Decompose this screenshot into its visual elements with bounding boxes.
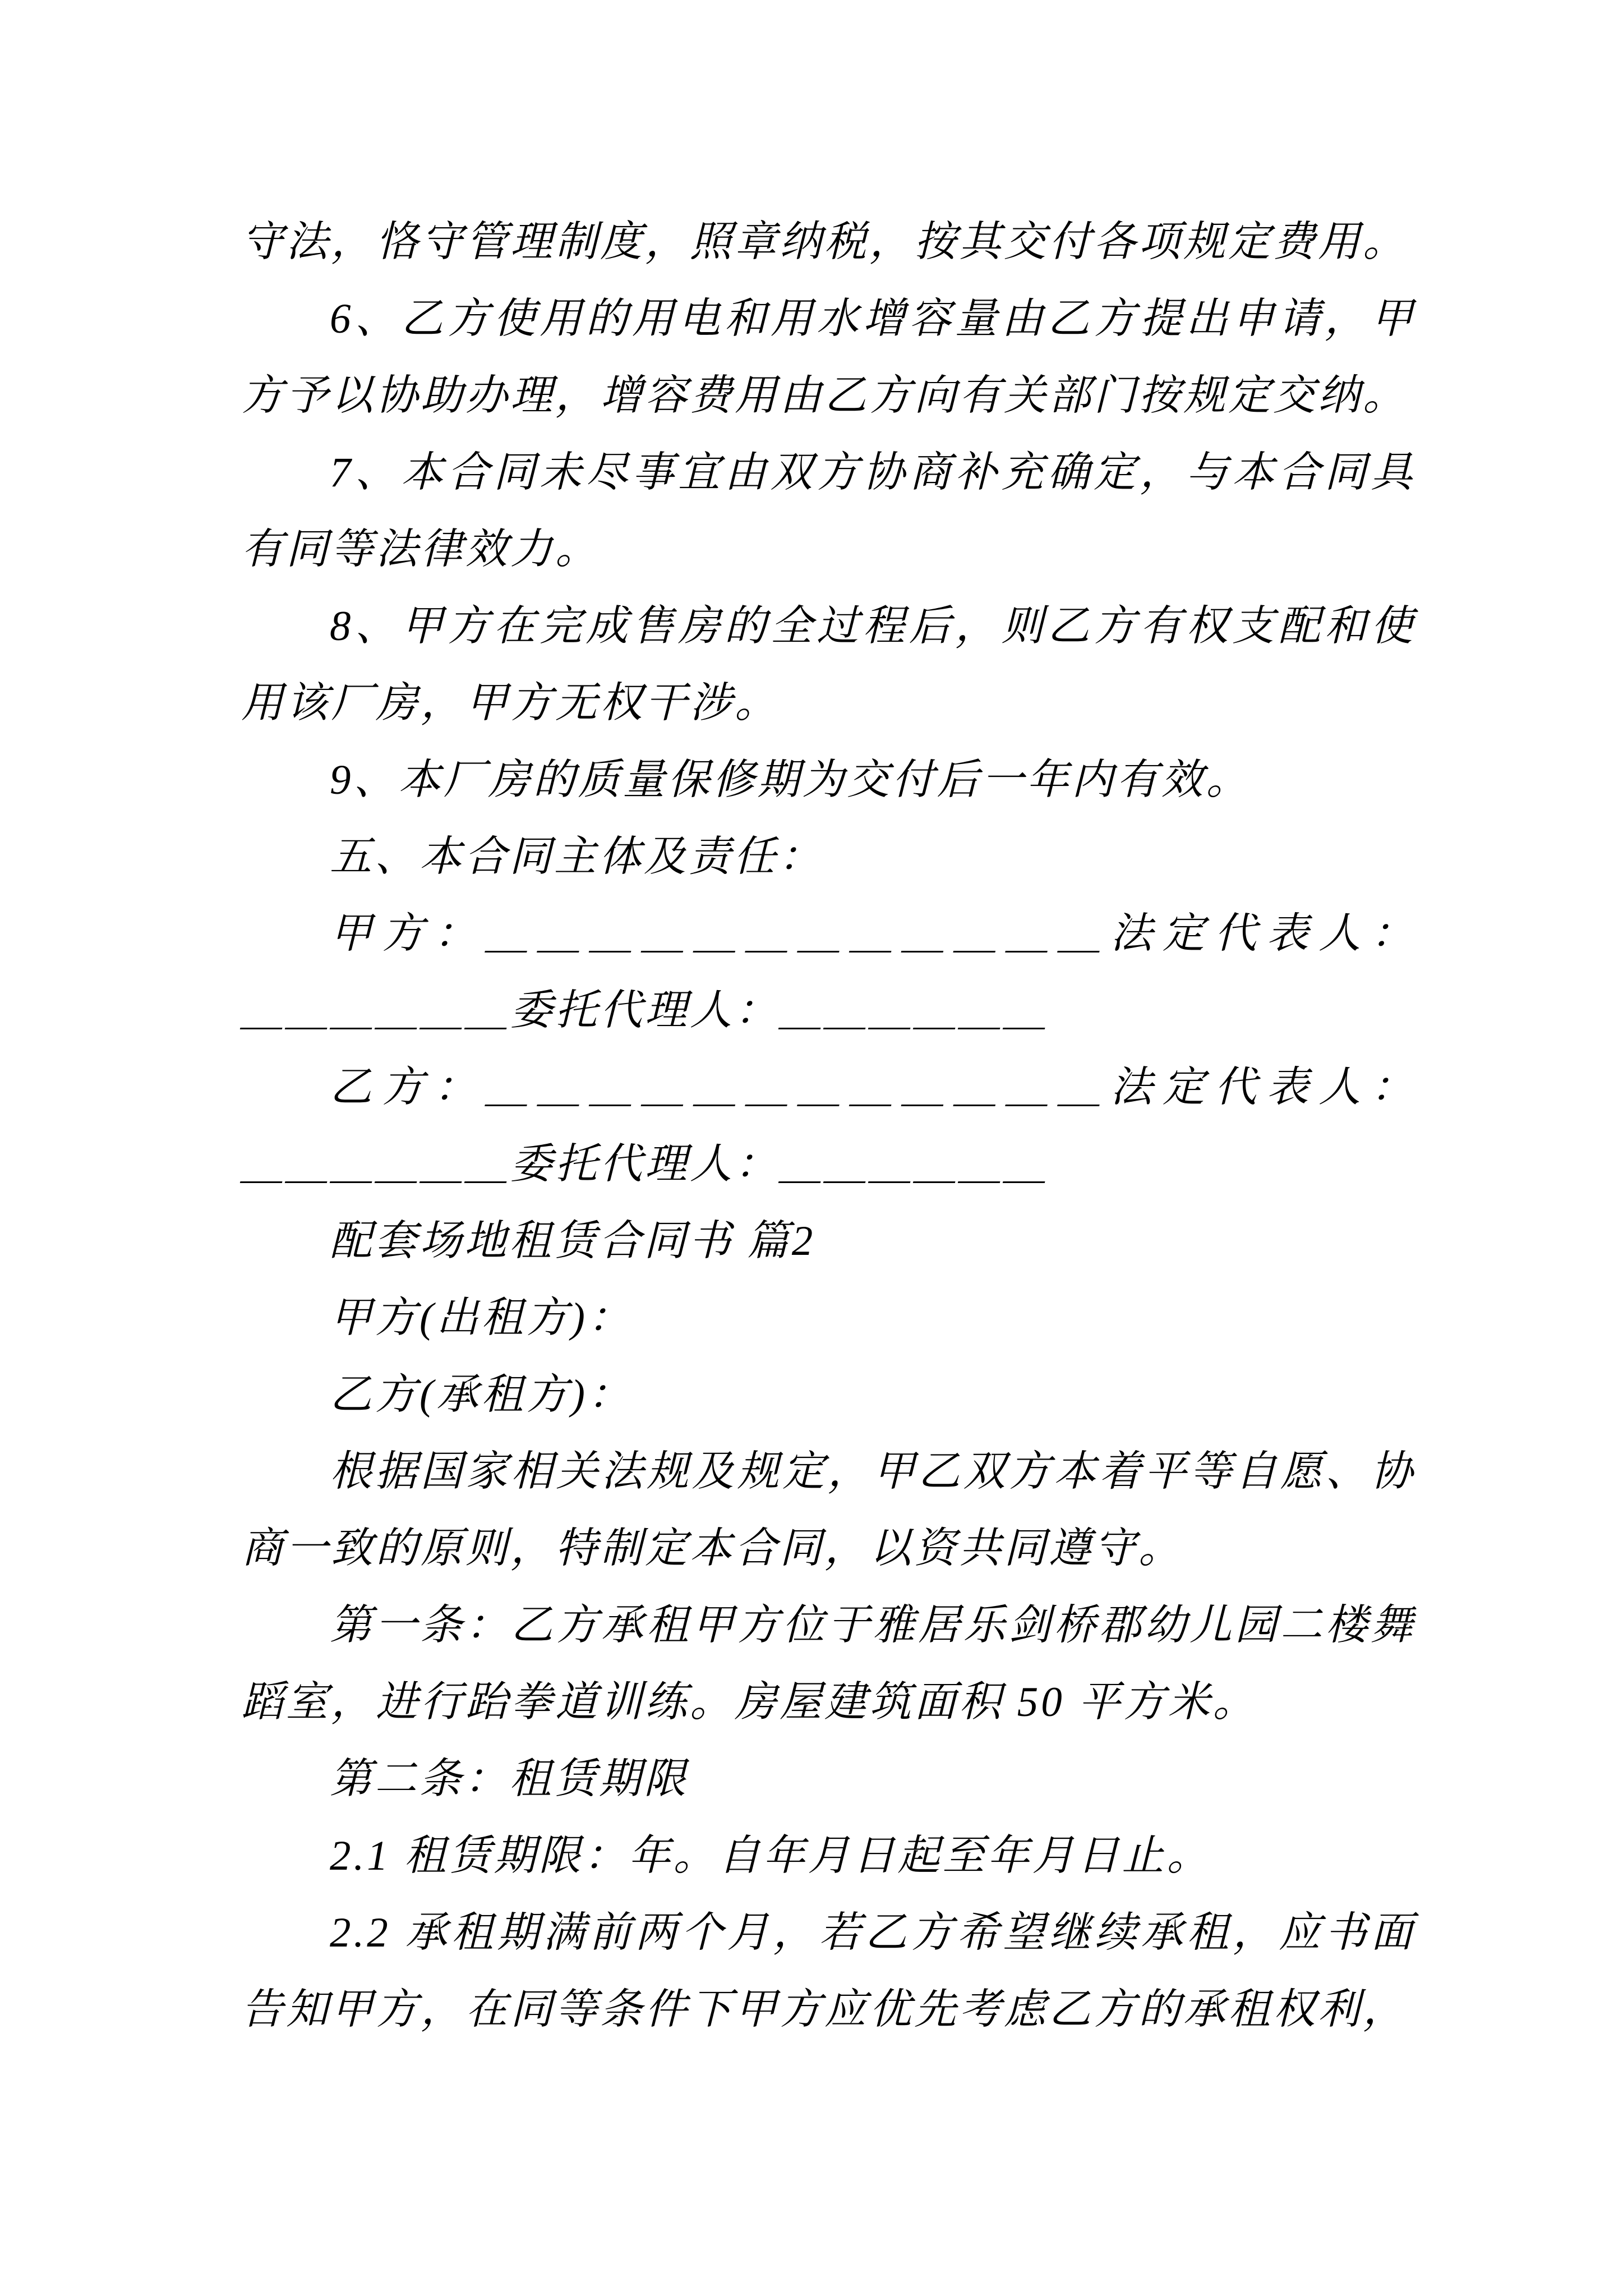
paragraph-clause-2-1: 2.1 租赁期限：年。自年月日起至年月日止。 — [330, 1833, 1212, 1879]
paragraph-preamble: 根据国家相关法规及规定，甲乙双方本着平等自愿、协商一致的原则，特制定本合同，以资共同遵守。 — [241, 1448, 1415, 1572]
paragraph-continuation: 守法，恪守管理制度，照章纳税，按其交付各项规定费用。 — [241, 219, 1408, 265]
paragraph-clause-7: 7、本合同未尽事宜由双方协商补充确定，与本合同具有同等法律效力。 — [241, 449, 1415, 573]
paragraph-party-b-agent: ＿＿＿＿＿＿委托代理人：＿＿＿＿＿＿ — [241, 1141, 1049, 1188]
paragraph-party-a-signature: 甲方：＿＿＿＿＿＿＿＿＿＿＿＿法定代表人： — [330, 910, 1415, 957]
paragraph-party-a-agent: ＿＿＿＿＿＿委托代理人：＿＿＿＿＿＿ — [241, 987, 1049, 1034]
paragraph-party-b-lessee: 乙方(承租方)： — [330, 1372, 633, 1418]
paragraph-clause-8: 8、甲方在完成售房的全过程后，则乙方有权支配和使用该厂房，甲方无权干涉。 — [241, 603, 1415, 726]
paragraph-clause-9: 9、本厂房的质量保修期为交付后一年内有效。 — [330, 757, 1251, 803]
paragraph-clause-6: 6、乙方使用的用电和用水增容量由乙方提出申请，甲方予以协助办理，增容费用由乙方向有关部门按规定交纳。 — [241, 296, 1415, 419]
paragraph-party-a-lessor: 甲方(出租方)： — [330, 1295, 633, 1341]
paragraph-article-1: 第一条：乙方承租甲方位于雅居乐剑桥郡幼儿园二楼舞蹈室，进行跆拳道训练。房屋建筑面积 50 平方米。 — [241, 1602, 1415, 1726]
paragraph-clause-2-2: 2.2 承租期满前两个月，若乙方希望继续承租，应书面告知甲方，在同等条件下甲方应优先考虑乙方的承租权利， — [241, 1910, 1415, 2033]
paragraph-section-5-heading: 五、本合同主体及责任： — [330, 834, 824, 880]
paragraph-party-b-signature: 乙方：＿＿＿＿＿＿＿＿＿＿＿＿法定代表人： — [330, 1064, 1415, 1111]
paragraph-contract-title-2: 配套场地租赁合同书 篇2 — [330, 1218, 816, 1264]
paragraph-article-2-heading: 第二条：租赁期限 — [330, 1756, 689, 1802]
